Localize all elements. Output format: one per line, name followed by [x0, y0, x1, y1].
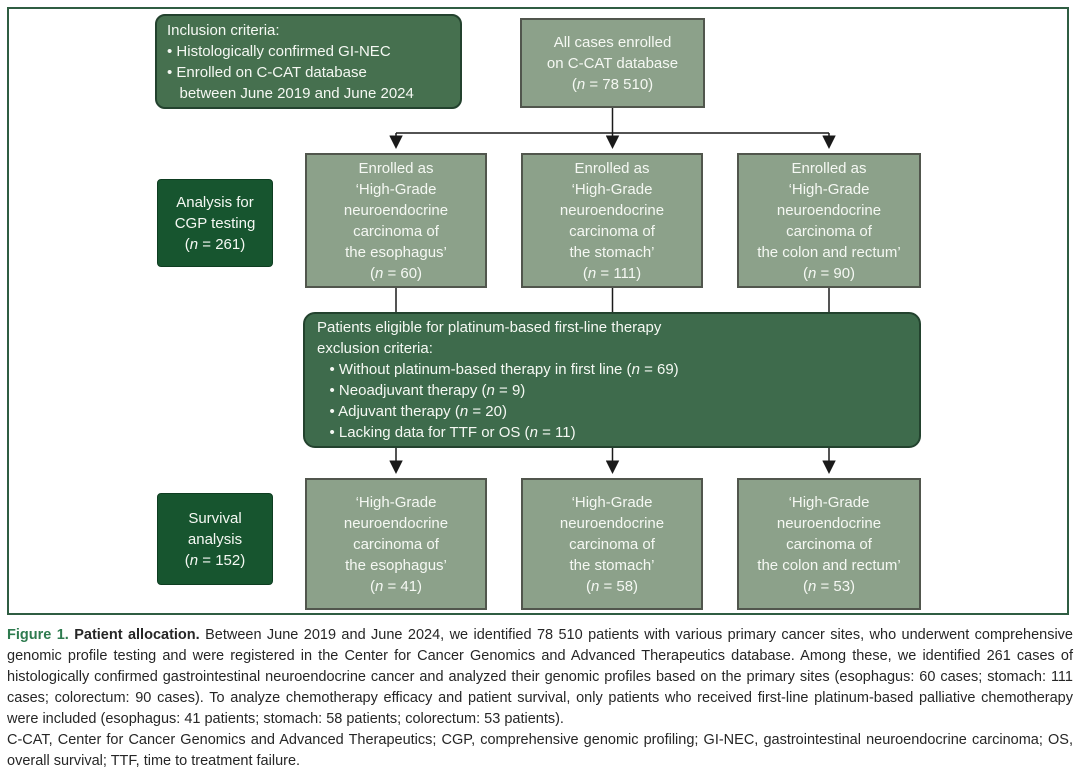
text-line: the esophagus’ — [345, 243, 447, 261]
caption-abbreviations-text: C-CAT, Center for Cancer Genomics and Advanced Therapeutics; CGP, comprehensive genomic profiling; GI-NEC, gastrointestinal neuroendocrine carcinoma; OS, overall survival; TTF, time to treatment failure. — [7, 732, 1073, 769]
text-line: neuroendocrine — [776, 514, 882, 532]
text-line: carcinoma of — [786, 222, 872, 240]
text-line: the colon and rectum’ — [757, 556, 901, 574]
text-line: neuroendocrine — [343, 201, 449, 219]
text-line: ‘High-Grade — [355, 493, 437, 511]
inclusion-criteria-box — [155, 14, 462, 109]
text-line: (n = 78 510) — [571, 75, 654, 93]
text-line: CGP testing — [174, 214, 256, 232]
figure-caption — [7, 625, 1073, 772]
text-line: Enrolled as — [358, 159, 434, 177]
outcome-colorectum-box — [737, 478, 921, 610]
text-line: ‘High-Grade — [788, 180, 870, 198]
text-line: (n = 90) — [802, 264, 856, 282]
text-line: (n = 60) — [369, 264, 423, 282]
text-line: neuroendocrine — [776, 201, 882, 219]
text-line: All cases enrolled — [553, 33, 672, 51]
caption-body-text: Between June 2019 and June 2024, we identified 78 510 patients with various primary cancer sites, who underwent comprehensive genomic profile testing and were registered in the Center for Cancer Genomics and Advanced Therapeutics database. Among these, we identified 261 cases of histologically confirmed gastrointestinal neuroendocrine cancer and analyzed their genomic profiles based on the primary sites (esophagus: 60 cases; stomach: 111 cases; colorectum: 90 cases). To analyze chemotherapy efficacy and patient survival, only patients who received first-line platinum-based palliative chemotherapy were included (esophagus: 41 patients; stomach: 58 patients; colorectum: 53 patients). — [7, 627, 1073, 727]
text-line: carcinoma of — [786, 535, 872, 553]
enrolled-colorectum-box — [737, 153, 921, 288]
caption-main-paragraph — [7, 625, 1073, 730]
text-line: the stomach’ — [569, 556, 655, 574]
caption-abbreviations-paragraph — [7, 730, 1073, 772]
text-line: carcinoma of — [569, 535, 655, 553]
text-line: (n = 53) — [802, 577, 856, 595]
text-line: • Enrolled on C-CAT database — [167, 63, 367, 81]
text-line: ‘High-Grade — [571, 180, 653, 198]
text-line: • Without platinum-based therapy in first line (n = 69) — [317, 361, 679, 378]
outcome-stomach-box — [521, 478, 703, 610]
text-line: Analysis for — [176, 193, 254, 211]
text-line: • Neoadjuvant therapy (n = 9) — [317, 382, 526, 399]
survival-analysis-box — [157, 493, 273, 585]
figure-label: Figure 1. — [7, 627, 69, 643]
text-line: Survival — [188, 509, 242, 527]
text-line: carcinoma of — [353, 535, 439, 553]
text-line: • Lacking data for TTF or OS (n = 11) — [317, 424, 576, 441]
text-line: (n = 58) — [585, 577, 639, 595]
text-line: (n = 261) — [184, 235, 246, 253]
text-line: neuroendocrine — [559, 201, 665, 219]
text-line: carcinoma of — [569, 222, 655, 240]
text-line: Inclusion criteria: — [167, 21, 280, 39]
text-line: Enrolled as — [791, 159, 867, 177]
text-line: Enrolled as — [574, 159, 650, 177]
text-line: (n = 152) — [184, 551, 246, 569]
text-line: • Adjuvant therapy (n = 20) — [317, 403, 507, 420]
text-line: (n = 111) — [582, 264, 642, 282]
figure-title: Patient allocation. — [74, 627, 200, 643]
enrolled-stomach-box — [521, 153, 703, 288]
text-line: ‘High-Grade — [788, 493, 870, 511]
text-line: the colon and rectum’ — [757, 243, 901, 261]
text-line: on C-CAT database — [546, 54, 679, 72]
text-line: (n = 41) — [369, 577, 423, 595]
text-line: Patients eligible for platinum-based first-line therapy — [317, 319, 662, 336]
text-line: • Histologically confirmed GI-NEC — [167, 42, 391, 60]
text-line: exclusion criteria: — [317, 340, 433, 357]
text-line: ‘High-Grade — [571, 493, 653, 511]
outcome-esophagus-box — [305, 478, 487, 610]
text-line: between June 2019 and June 2024 — [167, 84, 414, 102]
enrolled-esophagus-box — [305, 153, 487, 288]
cgp-analysis-box — [157, 179, 273, 267]
text-line: the esophagus’ — [345, 556, 447, 574]
all-cases-box — [520, 18, 705, 108]
text-line: analysis — [187, 530, 243, 548]
text-line: neuroendocrine — [343, 514, 449, 532]
text-line: the stomach’ — [569, 243, 655, 261]
eligibility-exclusion-box — [303, 312, 921, 448]
text-line: ‘High-Grade — [355, 180, 437, 198]
text-line: carcinoma of — [353, 222, 439, 240]
text-line: neuroendocrine — [559, 514, 665, 532]
